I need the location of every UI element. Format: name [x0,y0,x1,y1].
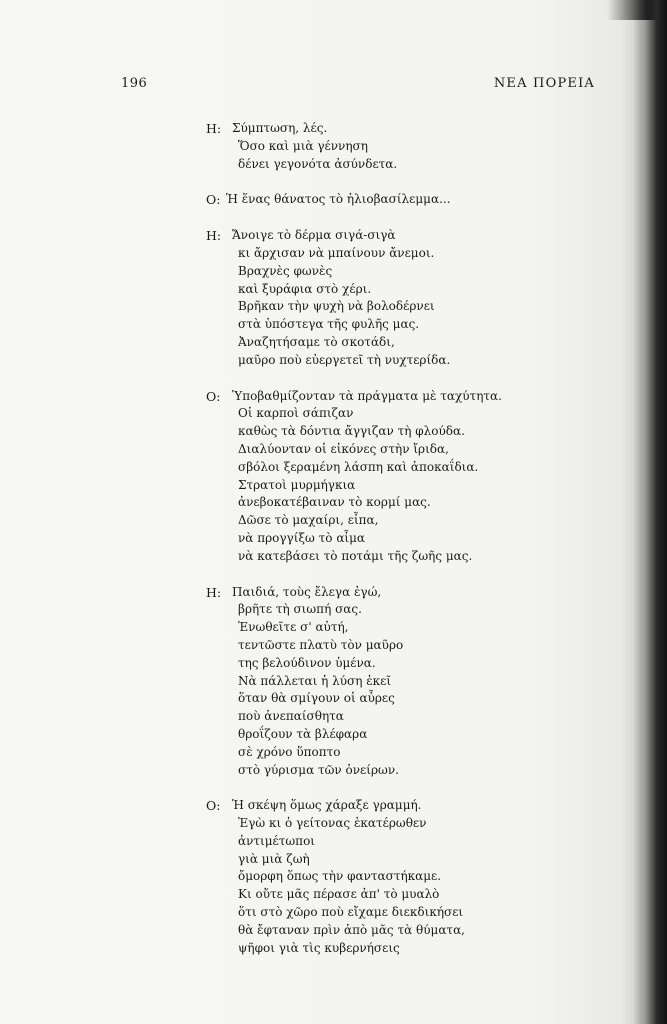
poem-line: ποὺ ἀνεπαίσθητα [238,709,344,724]
stanza [206,120,606,173]
poem-line: ὅτι στὸ χῶρο ποὺ εἴχαμε διεκδικήσει [238,905,464,920]
poem-line: Δῶσε τὸ μαχαίρι, εἶπα, [238,513,379,528]
poem-line: Παιδιά, τοὺς ἔλεγα ἐγώ, [232,584,382,599]
poem-line: Διαλύονταν οἱ εἰκόνες στὴν ἴριδα, [238,441,449,456]
speaker-label: Ο: [206,798,221,814]
poem-line: γιὰ μιὰ ζωὴ [238,851,310,866]
poem-line: καὶ ξυράφια στὸ χέρι. [238,281,372,296]
poem-line: Στρατοὶ μυρμήγκια [238,477,356,492]
stanza-lines [206,797,606,957]
poem-line: Οἱ καρποὶ σάπιζαν [238,406,354,421]
stanza [206,797,606,957]
stanza-lines [206,120,606,173]
poem-line: ψῆφοι γιὰ τὶς κυβερνήσεις [238,940,400,955]
poem-line: Ἀναζητήσαμε τὸ σκοτάδι, [238,334,395,349]
poem-line: Σύμπτωση, λές. [232,121,328,135]
poem-line: Νὰ πάλλεται ἡ λύση ἐκεῖ [238,673,392,688]
poem-line: στὰ ὑπόστεγα τῆς φυλῆς μας. [238,317,420,332]
stanza [206,388,606,566]
poem-line: Ἡ σκέψη ὅμως χάραξε γραμμή. [232,798,422,813]
poem-line: Κι οὔτε μᾶς πέρασε ἀπ' τὸ μυαλὸ [238,887,440,902]
stanza [206,191,606,209]
stanza-lines [206,227,606,369]
poem-line: καθὼς τὰ δόντια ἄγγιζαν τὴ φλούδα. [238,424,465,439]
speaker-label: Η: [206,584,222,600]
poem-line: Ὑποβαθμίζονταν τὰ πράγματα μὲ ταχύτητα. [232,388,502,403]
speaker-label: Η: [206,121,222,136]
poem-body [206,120,606,975]
speaker-label: Ο: [206,192,221,208]
poem-line: ἀνεβοκατέβαιναν τὸ κορμί μας. [238,495,431,510]
poem-line: Ἄνοιγε τὸ δέρμα σιγά-σιγὰ [232,228,396,243]
poem-line: της βελούδινον ὑμένα. [238,655,376,670]
running-head: ΝΕΑ ΠΟΡΕΙΑ [493,76,595,91]
poem-line: στὸ γύρισμα τῶν ὀνείρων. [238,762,399,777]
poem-line: σβόλοι ξεραμένη λάσπη καὶ ἀποκαΐδια. [238,459,479,474]
poem-line: θροΐζουν τὰ βλέφαρα [238,726,368,741]
poem-line: ὅταν θὰ σμίγουν οἱ αὖρες [238,691,395,706]
poem-line: βρῆτε τὴ σιωπή σας. [238,602,362,617]
poem-line: Βρῆκαν τὴν ψυχὴ νὰ βολοδέρνει [238,299,435,314]
poem-line: νὰ κατεβάσει τὸ ποτάμι τῆς ζωῆς μας. [238,548,473,563]
poem-line: δένει γεγονότα ἀσύνδετα. [238,156,398,171]
poem-line: τεντῶστε πλατὺ τὸν μαῦρο [238,637,404,652]
poem-line: κι ἄρχισαν νὰ μπαίνουν ἄνεμοι. [238,245,435,260]
stanza-lines [206,191,606,209]
poem-line: Ἐγὼ κι ὁ γείτονας ἑκατέρωθεν [238,816,427,831]
stanza-lines [206,584,606,780]
poem-line: νὰ προγγίξω τὸ αἷμα [238,530,366,545]
page-number: 196 [121,76,148,91]
stanza-lines [206,388,606,566]
poem-line: Ὅσο καὶ μιὰ γέννηση [238,138,368,153]
poem-line: θὰ ἔφταναν πρὶν ἀπὸ μᾶς τὰ θύματα, [238,922,465,937]
speaker-label: Ο: [206,388,221,404]
stanza [206,227,606,369]
poem-line: ὄμορφη ὅπως τὴν φανταστήκαμε. [238,869,442,884]
speaker-label: Η: [206,228,222,244]
poem-line: σὲ χρόνο ὕποπτο [238,744,341,759]
poem-line: μαῦρο ποὺ εὐεργετεῖ τὴ νυχτερίδα. [238,352,451,367]
stanza [206,584,606,780]
binding-shadow [633,0,667,1024]
poem-line: Ἐνωθεῖτε σ' αὐτή, [238,620,349,635]
poem-line: Ἡ ἕνας θάνατος τὸ ἡλιοβασίλεμμα... [226,192,451,207]
poem-line: Βραχνὲς φωνὲς [238,263,333,278]
poem-line: ἀντιμέτωποι [238,833,315,848]
